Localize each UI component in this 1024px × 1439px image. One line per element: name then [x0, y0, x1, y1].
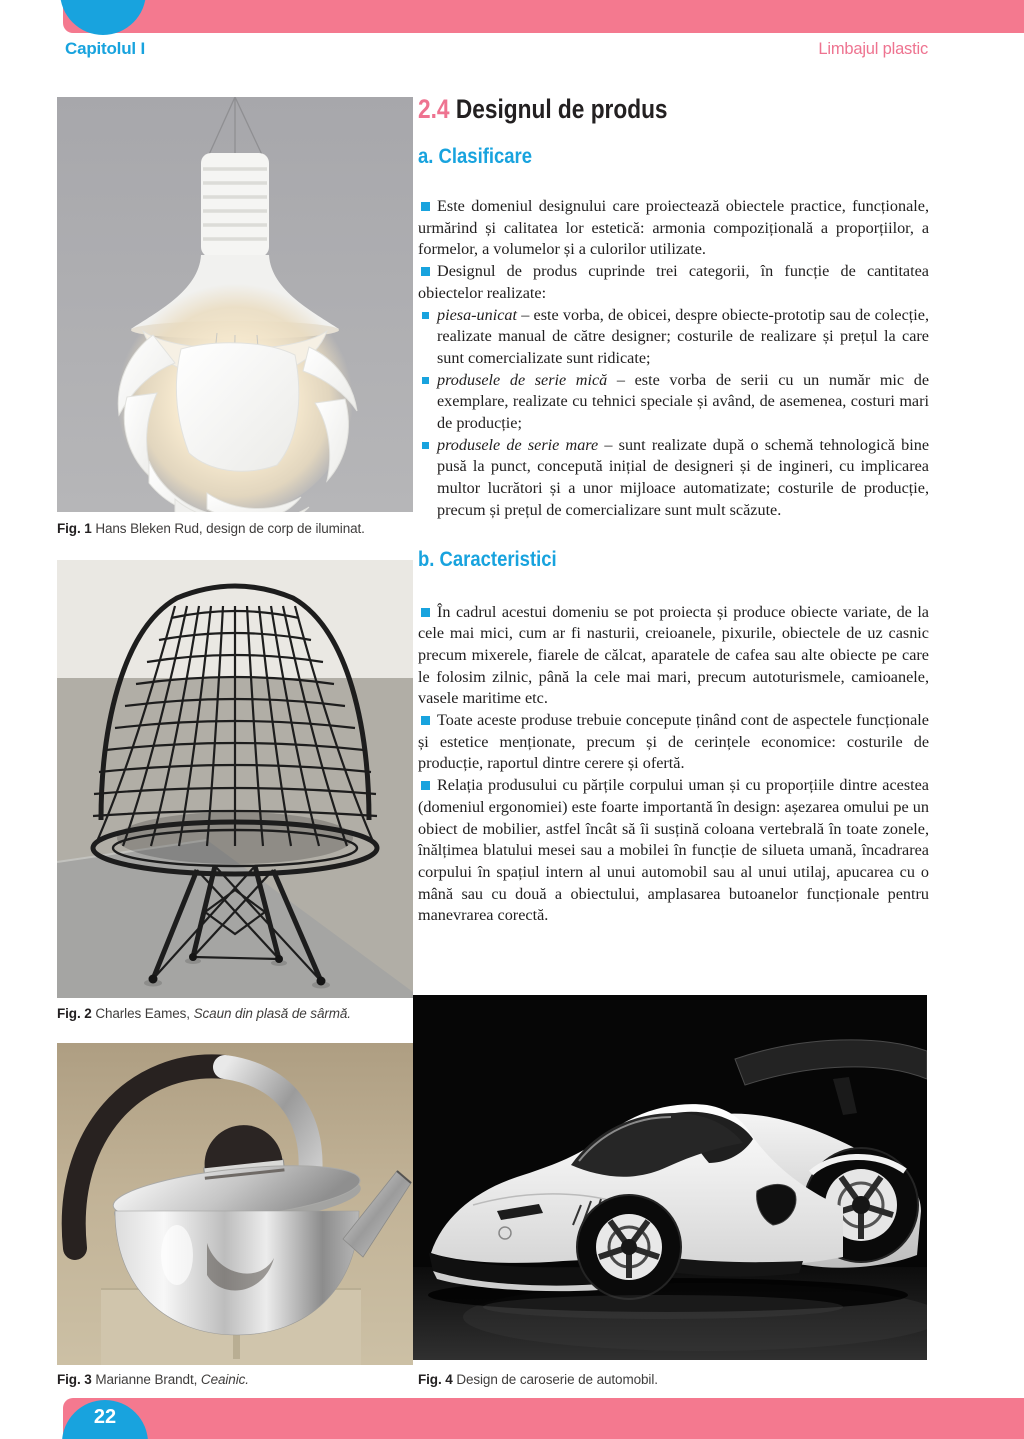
chapter-label: Capitolul I — [65, 39, 145, 58]
list-item-text: – este vorba, de obicei, despre obiecte-prototip sau de colecție, realizate manual de către designer; costurile de realizare și prețul la care sunt comercializate sunt ridicate; — [437, 305, 929, 367]
figure-2-text: Charles Eames, — [95, 1006, 194, 1021]
paragraph-text: Este domeniul designului care proiectează obiectele practice, funcționale, urmărind și calitatea lor estetică: armonia compozițională a proporțiilor, a formelor, a volumelor și a culorilor utilizate. — [418, 197, 929, 259]
figure-3-label: Fig. 3 — [57, 1372, 92, 1387]
figure-3 — [57, 1043, 413, 1365]
teapot-photo — [57, 1043, 413, 1365]
list-item — [418, 435, 929, 522]
list-item-lead: piesa-unicat — [437, 305, 518, 324]
figure-1 — [57, 97, 413, 512]
header-bar — [63, 0, 1024, 33]
title-text: Designul de produs — [455, 94, 668, 124]
paragraph-text: Designul de produs cuprinde trei categorii, în funcție de cantitatea obiectelor realizate: — [418, 262, 929, 302]
footer-bar — [63, 1398, 1024, 1439]
figure-1-caption — [57, 520, 413, 538]
wire-chair-photo — [57, 560, 413, 998]
concept-car-photo — [413, 995, 927, 1360]
figure-2-italic: Scaun din plasă de sârmă. — [193, 1006, 351, 1021]
figure-3-italic: Ceainic. — [200, 1372, 249, 1387]
list-item-text: – sunt realizate după o schemă tehnologică bine pusă la punct, concepută inițial de designeri și de ingineri, cu implicarea multor lucrători și a unor mijloace automatizate; costurile de producție, precum și prețul de comercializare sunt mult scăzute. — [437, 435, 930, 519]
bullet-square-icon — [421, 267, 430, 276]
paragraph — [418, 775, 929, 927]
bullet-square-icon — [422, 312, 429, 319]
paragraph — [418, 602, 929, 711]
section-heading-a: a. Clasificare — [418, 145, 533, 168]
paragraph — [418, 196, 929, 261]
list-item — [418, 370, 929, 435]
pendant-lamp-photo — [57, 97, 413, 512]
bullet-square-icon — [421, 781, 430, 790]
paragraph — [418, 710, 929, 775]
page-number: 22 — [93, 1406, 117, 1428]
article — [418, 94, 929, 927]
article-title — [418, 94, 847, 124]
figure-3-caption — [57, 1371, 413, 1389]
bullet-square-icon — [421, 608, 430, 617]
paragraph-text: În cadrul acestui domeniu se pot proiecta și produce obiecte variate, de la cele mai mici, cum ar fi nasturii, creioanele, pixurile, obiectele de uz casnic precum mixerele, fiarele de călcat, aparatele de cafea sau alte obiecte pe care le folosim zilnic, până la cele mai mari, precum autoturismele, camioanele, vasele maritime etc. — [418, 602, 929, 708]
list-item — [418, 305, 929, 370]
figure-4-text: Design de caroserie de automobil. — [456, 1372, 658, 1387]
paragraph-text: Toate aceste produse trebuie concepute ținând cont de aspectele funcționale și estetice menționate, precum și de cerințele economice: costurile de producție, raportul dintre cerere și ofertă. — [418, 711, 929, 773]
figure-2 — [57, 560, 413, 998]
list-item-text: – este vorba de serii cu un număr mic de exemplare, realizate cu tehnici speciale și având, de asemenea, costuri mari de producție; — [437, 370, 929, 433]
title-number: 2.4 — [418, 94, 450, 124]
bullet-square-icon — [422, 377, 429, 384]
section-heading-b: b. Caracteristici — [418, 547, 557, 571]
bullet-square-icon — [421, 202, 430, 211]
paragraph-text: Relația produsului cu părțile corpului uman și cu proporțiile dintre acestea (domeniul ergonomiei) este foarte importantă în design: așezarea omului pe un obiect de mobilier, astfel încât să îi susțină coloana vertebrală în toate zonele, înălțimea blatului mesei sau a mobilei în funcție de silueta umană, încadrarea corpului în spațiul intern al unui automobil sau al unui utilaj, apucarea cu o mână sau cu două a obiectului, amplasarea butoanelor funcționale pentru manevrarea corectă. — [418, 776, 929, 925]
figure-1-label: Fig. 1 — [57, 521, 92, 536]
figure-2-caption — [57, 1005, 413, 1023]
figure-4-label: Fig. 4 — [418, 1372, 453, 1387]
figure-4 — [413, 995, 927, 1360]
list-item-lead: produsele de serie mică — [437, 370, 608, 389]
figure-4-caption — [418, 1371, 928, 1389]
category-list — [418, 305, 929, 522]
paragraph — [418, 261, 929, 304]
bullet-square-icon — [422, 442, 429, 449]
list-item-lead: produsele de serie mare — [437, 435, 599, 454]
figure-1-text: Hans Bleken Rud, design de corp de iluminat. — [95, 521, 365, 536]
figure-2-label: Fig. 2 — [57, 1006, 92, 1021]
bullet-square-icon — [421, 716, 430, 725]
figure-3-text: Marianne Brandt, — [95, 1372, 201, 1387]
running-title: Limbajul plastic — [818, 40, 928, 58]
